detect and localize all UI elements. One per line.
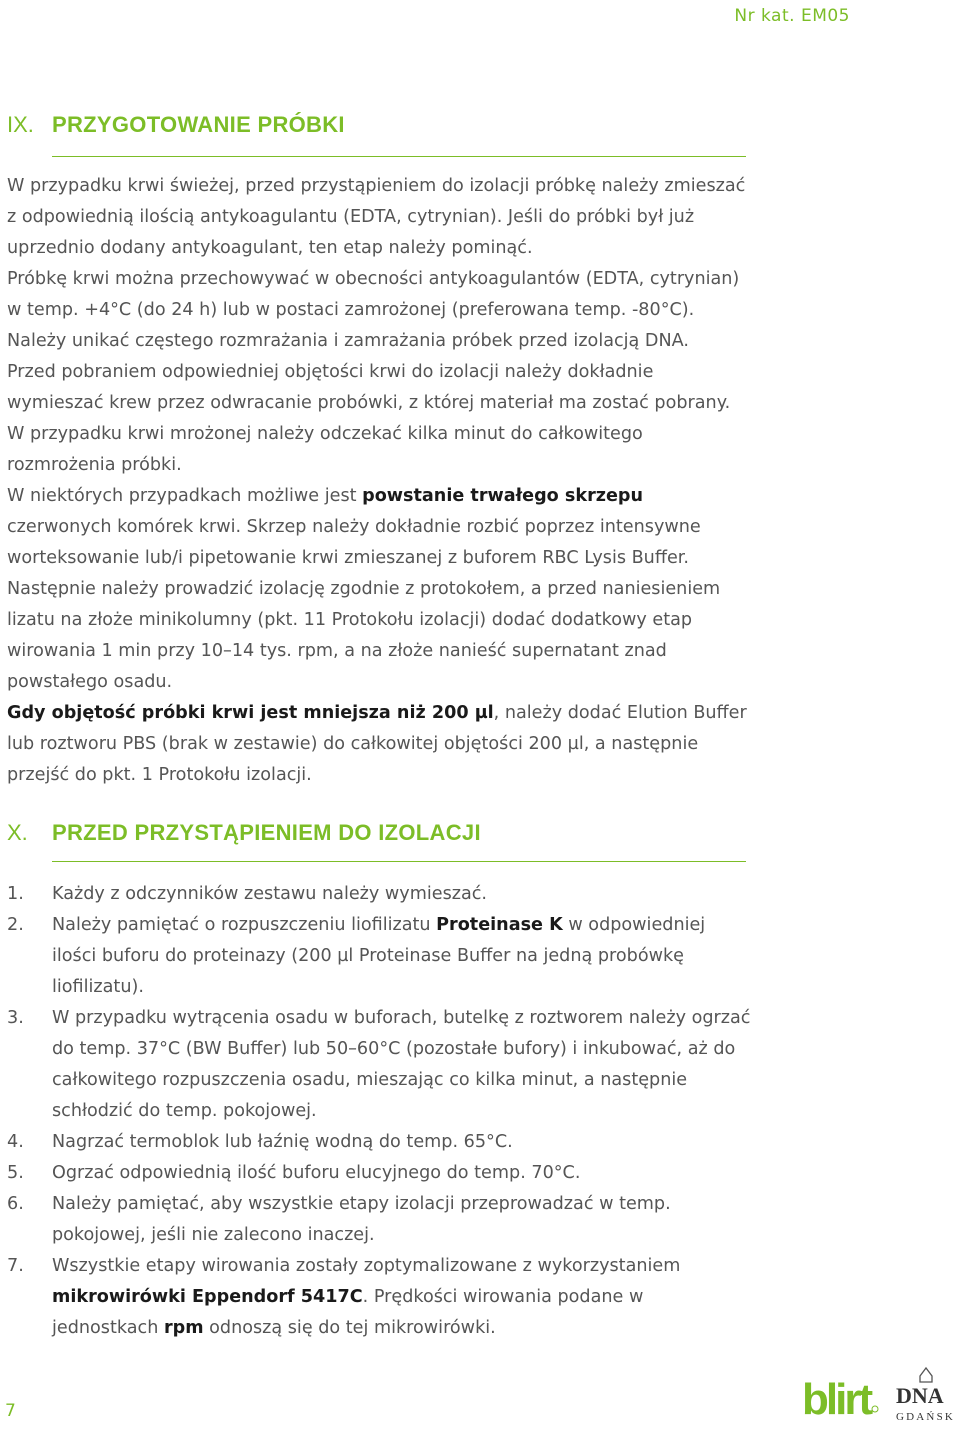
list-item-bold: Proteinase K bbox=[436, 915, 563, 935]
list-item-bold-rpm: rpm bbox=[163, 1318, 204, 1338]
list-item-text: Wszystkie etapy wirowania zostały zoptymalizowane z wykorzystaniem bbox=[52, 1256, 681, 1276]
paragraph-6-end: czerwonych komórek krwi. Skrzep należy dokładnie rozbić poprzez intensywne worteksowanie lub/i pipetowanie krwi zmieszanej z buforem RBC Lysis Buffer. Następnie należy prowadzić izolację zgodnie z protokołem, a przed naniesieniem lizatu na złoże minikolumny (pkt. 11 Protokołu izolacji) dodać dodatkowy etap wirowania 1 min przy 10–14 tys. rpm, a na złoże nanieść supernatant znad powstałego osadu. bbox=[7, 517, 721, 692]
list-item-text: Nagrzać termoblok lub łaźnię wodną do temp. 65°C. bbox=[52, 1132, 513, 1152]
section-x-rule bbox=[52, 861, 746, 862]
list-item bbox=[7, 1003, 752, 1127]
footer-logos bbox=[800, 1360, 960, 1428]
paragraph-7 bbox=[7, 698, 752, 791]
list-item-number: 3. bbox=[7, 1008, 24, 1028]
list-item-number: 2. bbox=[7, 915, 24, 935]
gdansk-logo-icon: GDAŃSK bbox=[896, 1411, 956, 1423]
list-item bbox=[7, 1158, 752, 1189]
paragraph-4: Przed pobraniem odpowiedniej objętości krwi do izolacji należy dokładnie wymieszać krew przez odwracanie probówki, z której materiał ma zostać pobrany. bbox=[7, 362, 731, 413]
list-item-text: Ogrzać odpowiednią ilość buforu elucyjnego do temp. 70°C. bbox=[52, 1163, 581, 1183]
section-x-title: PRZED PRZYSTĄPIENIEM DO IZOLACJI bbox=[52, 820, 481, 845]
paragraph-7-end: , należy dodać Elution Buffer lub roztworu PBS (brak w zestawie) do całkowitej objętości 200 µl, a następnie przejść do pkt. 1 Protokołu izolacji. bbox=[7, 703, 747, 785]
section-ix-body bbox=[7, 171, 752, 791]
list-item bbox=[7, 1127, 752, 1158]
list-item bbox=[7, 879, 752, 910]
paragraph-6-bold: powstanie trwałego skrzepu bbox=[362, 486, 644, 506]
blirt-logo-icon: blirt bbox=[802, 1375, 871, 1424]
list-item-bold: mikrowirówki Eppendorf 5417C bbox=[52, 1287, 363, 1307]
list-item-text: Każdy z odczynników zestawu należy wymieszać. bbox=[52, 884, 488, 904]
preparation-steps-list bbox=[7, 879, 752, 1344]
list-item bbox=[7, 1251, 752, 1344]
paragraph-2: Próbkę krwi można przechowywać w obecności antykoagulantów (EDTA, cytrynian) w temp. +4°C (do 24 h) lub w postaci zamrożonej (preferowana temp. -80°C). bbox=[7, 269, 740, 320]
page-number: 7 bbox=[5, 1401, 16, 1421]
catalog-number: Nr kat. EM05 bbox=[734, 6, 850, 26]
list-item-text: Należy pamiętać, aby wszystkie etapy izolacji przeprowadzać w temp. pokojowej, jeśli nie zalecono inaczej. bbox=[52, 1194, 671, 1245]
list-item-text: W przypadku wytrącenia osadu w buforach, butelkę z roztworem należy ogrzać do temp. 37°C (BW Buffer) lub 50–60°C (pozostałe bufory) i inkubować, aż do całkowitego rozpuszczenia osadu, mieszając co kilka minut, a następnie schłodzić do temp. pokojowej. bbox=[52, 1008, 751, 1121]
list-item bbox=[7, 910, 752, 1003]
list-item-number: 5. bbox=[7, 1163, 24, 1183]
section-x-number: X. bbox=[7, 820, 28, 845]
paragraph-5: W przypadku krwi mrożonej należy odczekać kilka minut do całkowitego rozmrożenia próbki. bbox=[7, 424, 643, 475]
section-ix-rule bbox=[52, 156, 746, 157]
dna-house-icon bbox=[920, 1368, 932, 1382]
dna-logo-icon: DNA bbox=[896, 1383, 944, 1408]
paragraph-3: Należy unikać częstego rozmrażania i zamrażania próbek przed izolacją DNA. bbox=[7, 331, 689, 351]
list-item-text-end: w odpowiedniej ilości buforu do proteinazy (200 µl Proteinase Buffer na jedną probówkę liofilizatu). bbox=[52, 915, 706, 997]
list-item-number: 4. bbox=[7, 1132, 24, 1152]
paragraph-7-bold: Gdy objętość próbki krwi jest mniejsza niż 200 µl bbox=[7, 703, 494, 723]
blirt-dna-gdansk-logo bbox=[800, 1360, 960, 1428]
section-ix-number: IX. bbox=[7, 112, 34, 137]
list-item-text: Należy pamiętać o rozpuszczeniu liofilizatu bbox=[52, 915, 437, 935]
list-item-text-middle: . Prędkości wirowania podane w jednostkach bbox=[52, 1287, 644, 1338]
paragraph-1: W przypadku krwi świeżej, przed przystąpieniem do izolacji próbkę należy zmieszać z odpowiednią ilością antykoagulantu (EDTA, cytrynian). Jeśli do próbki był już uprzednio dodany antykoagulant, ten etap należy pominąć. bbox=[7, 176, 746, 258]
list-item-text-end: odnoszą się do tej mikrowirówki. bbox=[203, 1318, 496, 1338]
paragraph-6-start: W niektórych przypadkach możliwe jest bbox=[7, 486, 363, 506]
list-item-number: 6. bbox=[7, 1194, 24, 1214]
list-item bbox=[7, 1189, 752, 1251]
list-item-number: 7. bbox=[7, 1256, 24, 1276]
list-item-number: 1. bbox=[7, 884, 24, 904]
section-ix-title: PRZYGOTOWANIE PRÓBKI bbox=[52, 112, 345, 137]
paragraph-6 bbox=[7, 481, 752, 698]
